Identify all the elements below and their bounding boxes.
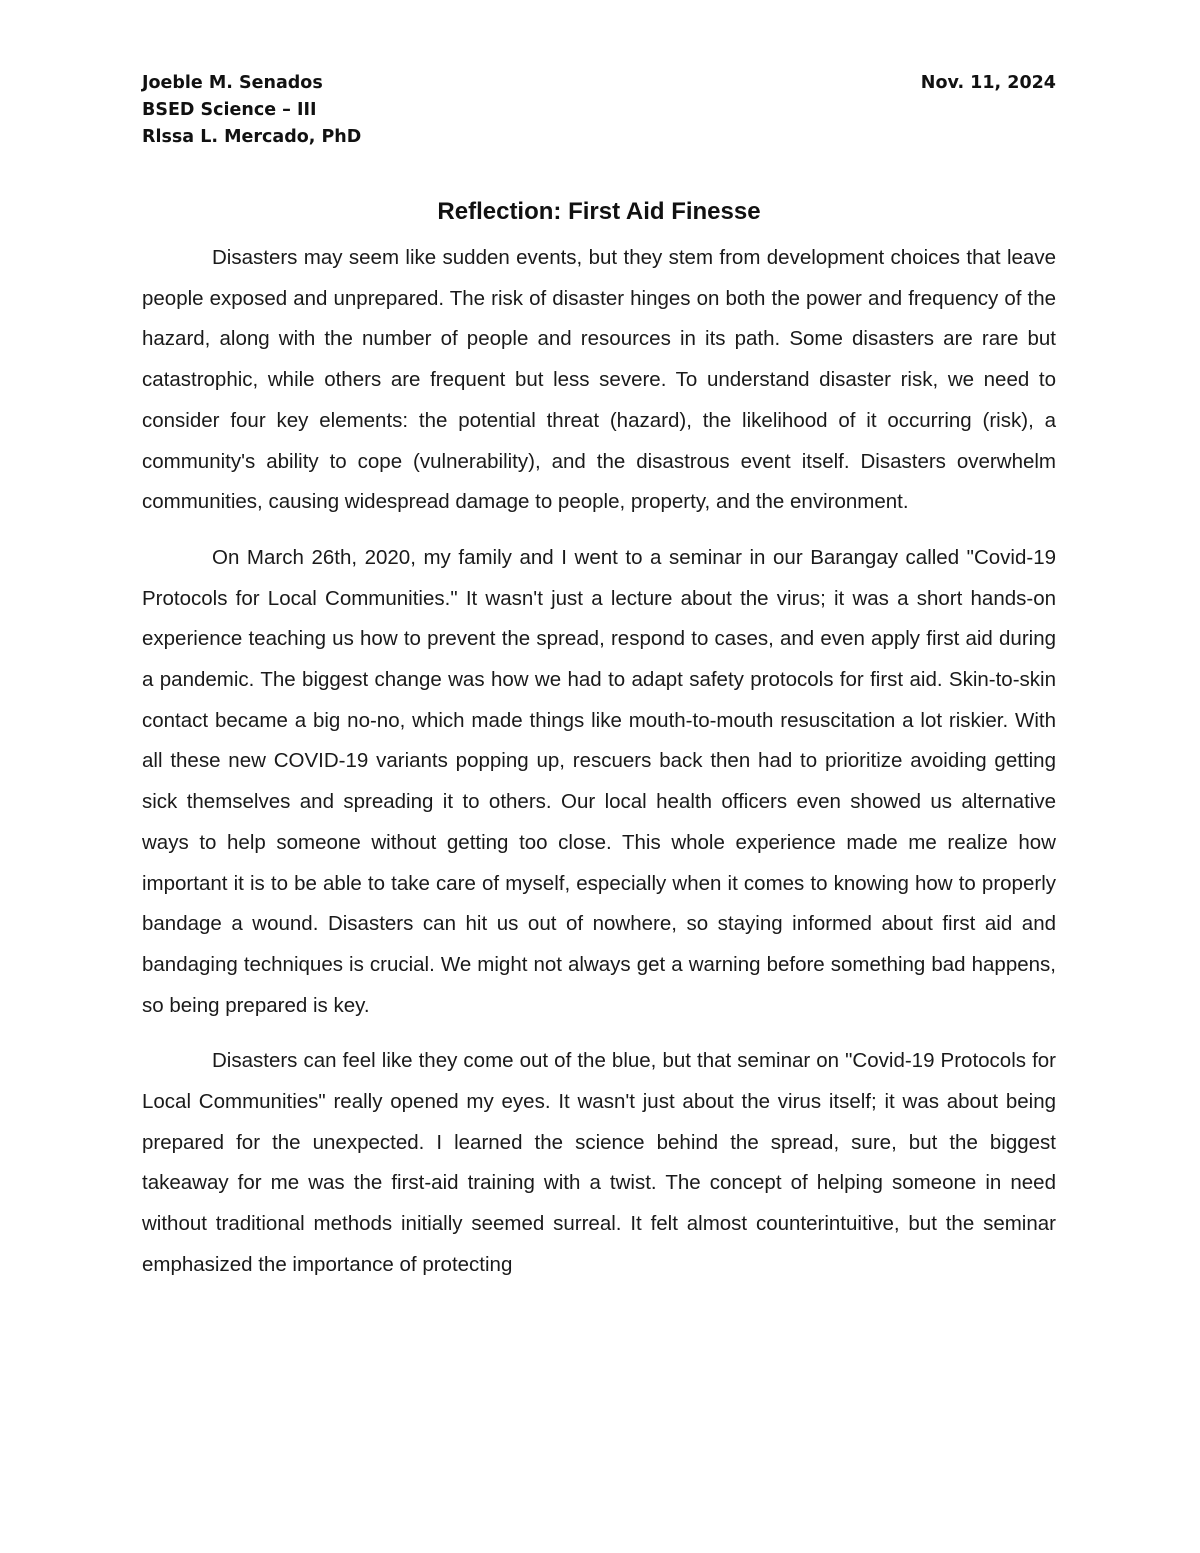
author-name: Joeble M. Senados [142, 73, 323, 93]
paragraph: Disasters may seem like sudden events, but they stem from development choices that leave people exposed and unprepared. The risk of disaster hinges on both the power and frequency of the hazard, along with the number of people and resources in its path. Some disasters are rare but catastrophic, while others are frequent but less severe. To understand disaster risk, we need to consider four key elements: the potential threat (hazard), the likelihood of it occurring (risk), a community's ability to cope (vulnerability), and the disastrous event itself. Disasters overwhelm communities, causing widespread damage to people, property, and the environment. [142, 246, 1056, 514]
paragraph: On March 26th, 2020, my family and I went to a seminar in our Barangay called "Covid-19 Protocols for Local Communities." It wasn't just a lecture about the virus; it was a short hands-on experience teaching us how to prevent the spread, respond to cases, and even apply first aid during a pandemic. The biggest change was how we had to adapt safety protocols for first aid. Skin-to-skin contact became a big no-no, which made things like mouth-to-mouth resuscitation a lot riskier. With all these new COVID-19 variants popping up, rescuers back then had to prioritize avoiding getting sick themselves and spreading it to others. Our local health officers even showed us alternative ways to help someone without getting too close. This whole experience made me realize how important it is to be able to take care of myself, especially when it comes to knowing how to properly bandage a wound. Disasters can hit us out of nowhere, so staying informed about first aid and bandaging techniques is crucial. We might not always get a warning before something bad happens, so being prepared is key. [142, 545, 1056, 1017]
course-section: BSED Science – III [142, 100, 317, 120]
instructor-name: Rlssa L. Mercado, PhD [142, 127, 362, 147]
document-header [142, 70, 1056, 151]
document-title: Reflection: First Aid Finesse [437, 198, 761, 225]
paragraph: Disasters can feel like they come out of the blue, but that seminar on "Covid-19 Protocols for Local Communities" really opened my eyes. It wasn't just about the virus itself; it was about being prepared for the unexpected. I learned the science behind the spread, sure, but the biggest takeaway for me was the first-aid training with a twist. The concept of helping someone in need without traditional methods initially seemed surreal. It felt almost counterintuitive, but the seminar emphasized the importance of protecting [142, 1049, 1056, 1276]
document-body [142, 238, 1056, 1301]
document-date: Nov. 11, 2024 [920, 73, 1056, 93]
